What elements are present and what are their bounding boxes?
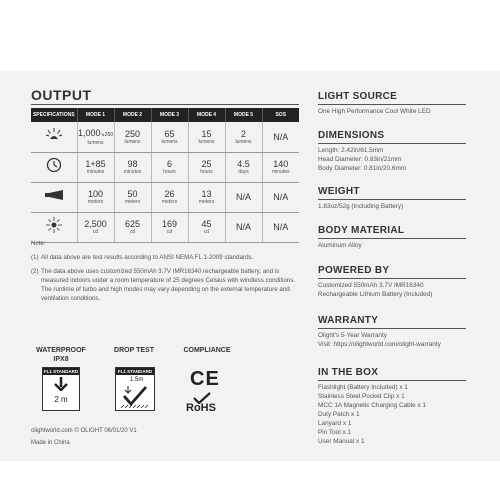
table-cell: 13 meters	[188, 182, 225, 212]
note-text: The data above uses customized 550mAh 3.7V IMR16340 rechargeable battery, and is measured indoors under a room temperature of 25 degrees Celsius with windless conditions. The runtime of turbo and high modes may vary depending on the external temperature and ventilation conditions.	[41, 268, 296, 302]
section-line: Aluminum Alloy	[318, 242, 362, 249]
table-cell: 2 lumens	[225, 122, 262, 152]
section-line: Head Diameter: 0.83in/21mm	[318, 156, 402, 163]
note-text: All data above are test results according to ANSI NEMA FL 1-2009 standards.	[41, 254, 254, 261]
table-cell: N/A	[262, 122, 299, 152]
note-number: (1)	[31, 254, 39, 261]
table-cell: 1+85 minutes	[77, 152, 114, 182]
section-rule	[318, 278, 466, 279]
section-rule	[318, 199, 466, 200]
header-specifications: SPECIFICATIONS	[31, 108, 77, 122]
output-spec-table	[31, 108, 299, 243]
section-rule	[318, 143, 466, 144]
section-line: Customized 550mAh 3.7V IMR16340	[318, 282, 424, 289]
table-cell: 250 lumens	[114, 122, 151, 152]
table-cell: 1,000⇘250 lumens	[77, 122, 114, 152]
section-warranty	[318, 315, 466, 349]
note-2	[31, 267, 301, 303]
table-cell: 26 meters	[151, 182, 188, 212]
ce-mark: CE	[190, 368, 220, 390]
section-title: POWERED BY	[318, 265, 390, 276]
table-cell: N/A	[262, 182, 299, 212]
box-item: MCC 1A Magnetic Charging Cable x 1	[318, 402, 426, 409]
footer-origin: Made in China	[31, 440, 70, 446]
section-rule	[318, 104, 466, 105]
table-cell: N/A	[262, 212, 299, 242]
output-title: OUTPUT	[31, 87, 92, 103]
section-light-source	[318, 91, 466, 116]
rohs-mark: RoHS	[186, 402, 216, 414]
section-powered-by	[318, 265, 466, 299]
table-row	[31, 122, 299, 152]
water-depth-icon	[47, 377, 75, 391]
table-cell: 140 minutes	[262, 152, 299, 182]
waterproof-badge	[42, 367, 80, 411]
drop-test-icon	[119, 384, 153, 410]
header-mode-1: MODE 1	[77, 108, 114, 122]
header-mode-5: MODE 5	[225, 108, 262, 122]
section-title: WEIGHT	[318, 186, 360, 197]
box-item: User Manual x 1	[318, 438, 365, 445]
section-weight	[318, 186, 466, 211]
drop-test-standard-label: FL1 STANDARD	[117, 369, 153, 374]
section-line: Length: 2.42in/61.5mm	[318, 147, 384, 154]
waterproof-standard-label: FL1 STANDARD	[43, 369, 79, 374]
section-title: BODY MATERIAL	[318, 225, 405, 236]
box-item: Pin Tool x 1	[318, 429, 351, 436]
section-in-the-box	[318, 367, 466, 446]
table-cell: 625 cd	[114, 212, 151, 242]
waterproof-depth: 2 m	[54, 395, 68, 404]
note-label: Note:	[31, 241, 46, 247]
table-cell: N/A	[225, 212, 262, 242]
header-mode-4: MODE 4	[188, 108, 225, 122]
table-cell: N/A	[225, 182, 262, 212]
table-cell: 100 meters	[77, 182, 114, 212]
intensity-icon	[31, 212, 77, 242]
footer-copyright: olightworld.com © OLIGHT 06/01/20 V1	[31, 428, 137, 434]
note-1	[31, 253, 301, 262]
section-rule	[318, 328, 466, 329]
clock-icon	[31, 152, 77, 182]
output-title-rule	[31, 104, 299, 105]
table-cell: 65 lumens	[151, 122, 188, 152]
warranty-link[interactable]: Visit: https://olightworld.com/olight-warranty	[318, 341, 441, 348]
section-title: WARRANTY	[318, 315, 379, 326]
compliance-title: COMPLIANCE	[183, 347, 231, 354]
note-number: (2)	[31, 268, 39, 275]
header-mode-3: MODE 3	[151, 108, 188, 122]
section-title: LIGHT SOURCE	[318, 91, 398, 102]
table-row	[31, 212, 299, 242]
table-cell: 169 cd	[151, 212, 188, 242]
header-mode-2: MODE 2	[114, 108, 151, 122]
section-line: Body Diameter: 0.81in/20.6mm	[318, 165, 407, 172]
section-line: Rechargeable Lithium Battery (Included)	[318, 291, 433, 298]
beam-distance-icon	[31, 182, 77, 212]
table-cell: 50 meters	[114, 182, 151, 212]
spec-table-header-row	[31, 108, 299, 122]
table-row	[31, 182, 299, 212]
section-rule	[318, 380, 466, 381]
section-title: IN THE BOX	[318, 367, 379, 378]
box-item: Lanyard x 1	[318, 420, 352, 427]
drop-test-title: DROP TEST	[114, 347, 154, 354]
drop-test-badge	[115, 367, 155, 411]
table-cell: 6 hours	[151, 152, 188, 182]
header-sos: SOS	[262, 108, 299, 122]
waterproof-rating: IPX8	[53, 356, 69, 363]
table-cell: 15 lumens	[188, 122, 225, 152]
table-cell: 25 hours	[188, 152, 225, 182]
table-cell: 4.5 days	[225, 152, 262, 182]
brightness-icon	[31, 122, 77, 152]
box-item: Flashlight (Battery Included) x 1	[318, 384, 408, 391]
section-line: 1.83oz/52g (Including Battery)	[318, 203, 404, 210]
table-cell: 2,500 cd	[77, 212, 114, 242]
section-dimensions	[318, 130, 466, 173]
table-cell: 98 minutes	[114, 152, 151, 182]
waterproof-title: WATERPROOF	[36, 347, 86, 354]
box-item: Stainless Steel Pocket Clip x 1	[318, 393, 405, 400]
section-line: One High Performance Cool White LED	[318, 108, 431, 115]
section-body-material	[318, 225, 466, 250]
table-row	[31, 152, 299, 182]
drop-height: 1.5m	[130, 377, 144, 383]
section-line: Olight's 5-Year Warranty	[318, 332, 387, 339]
box-item: Duty Patch x 1	[318, 411, 360, 418]
table-cell: 45 cd	[188, 212, 225, 242]
section-title: DIMENSIONS	[318, 130, 385, 141]
section-rule	[318, 238, 466, 239]
